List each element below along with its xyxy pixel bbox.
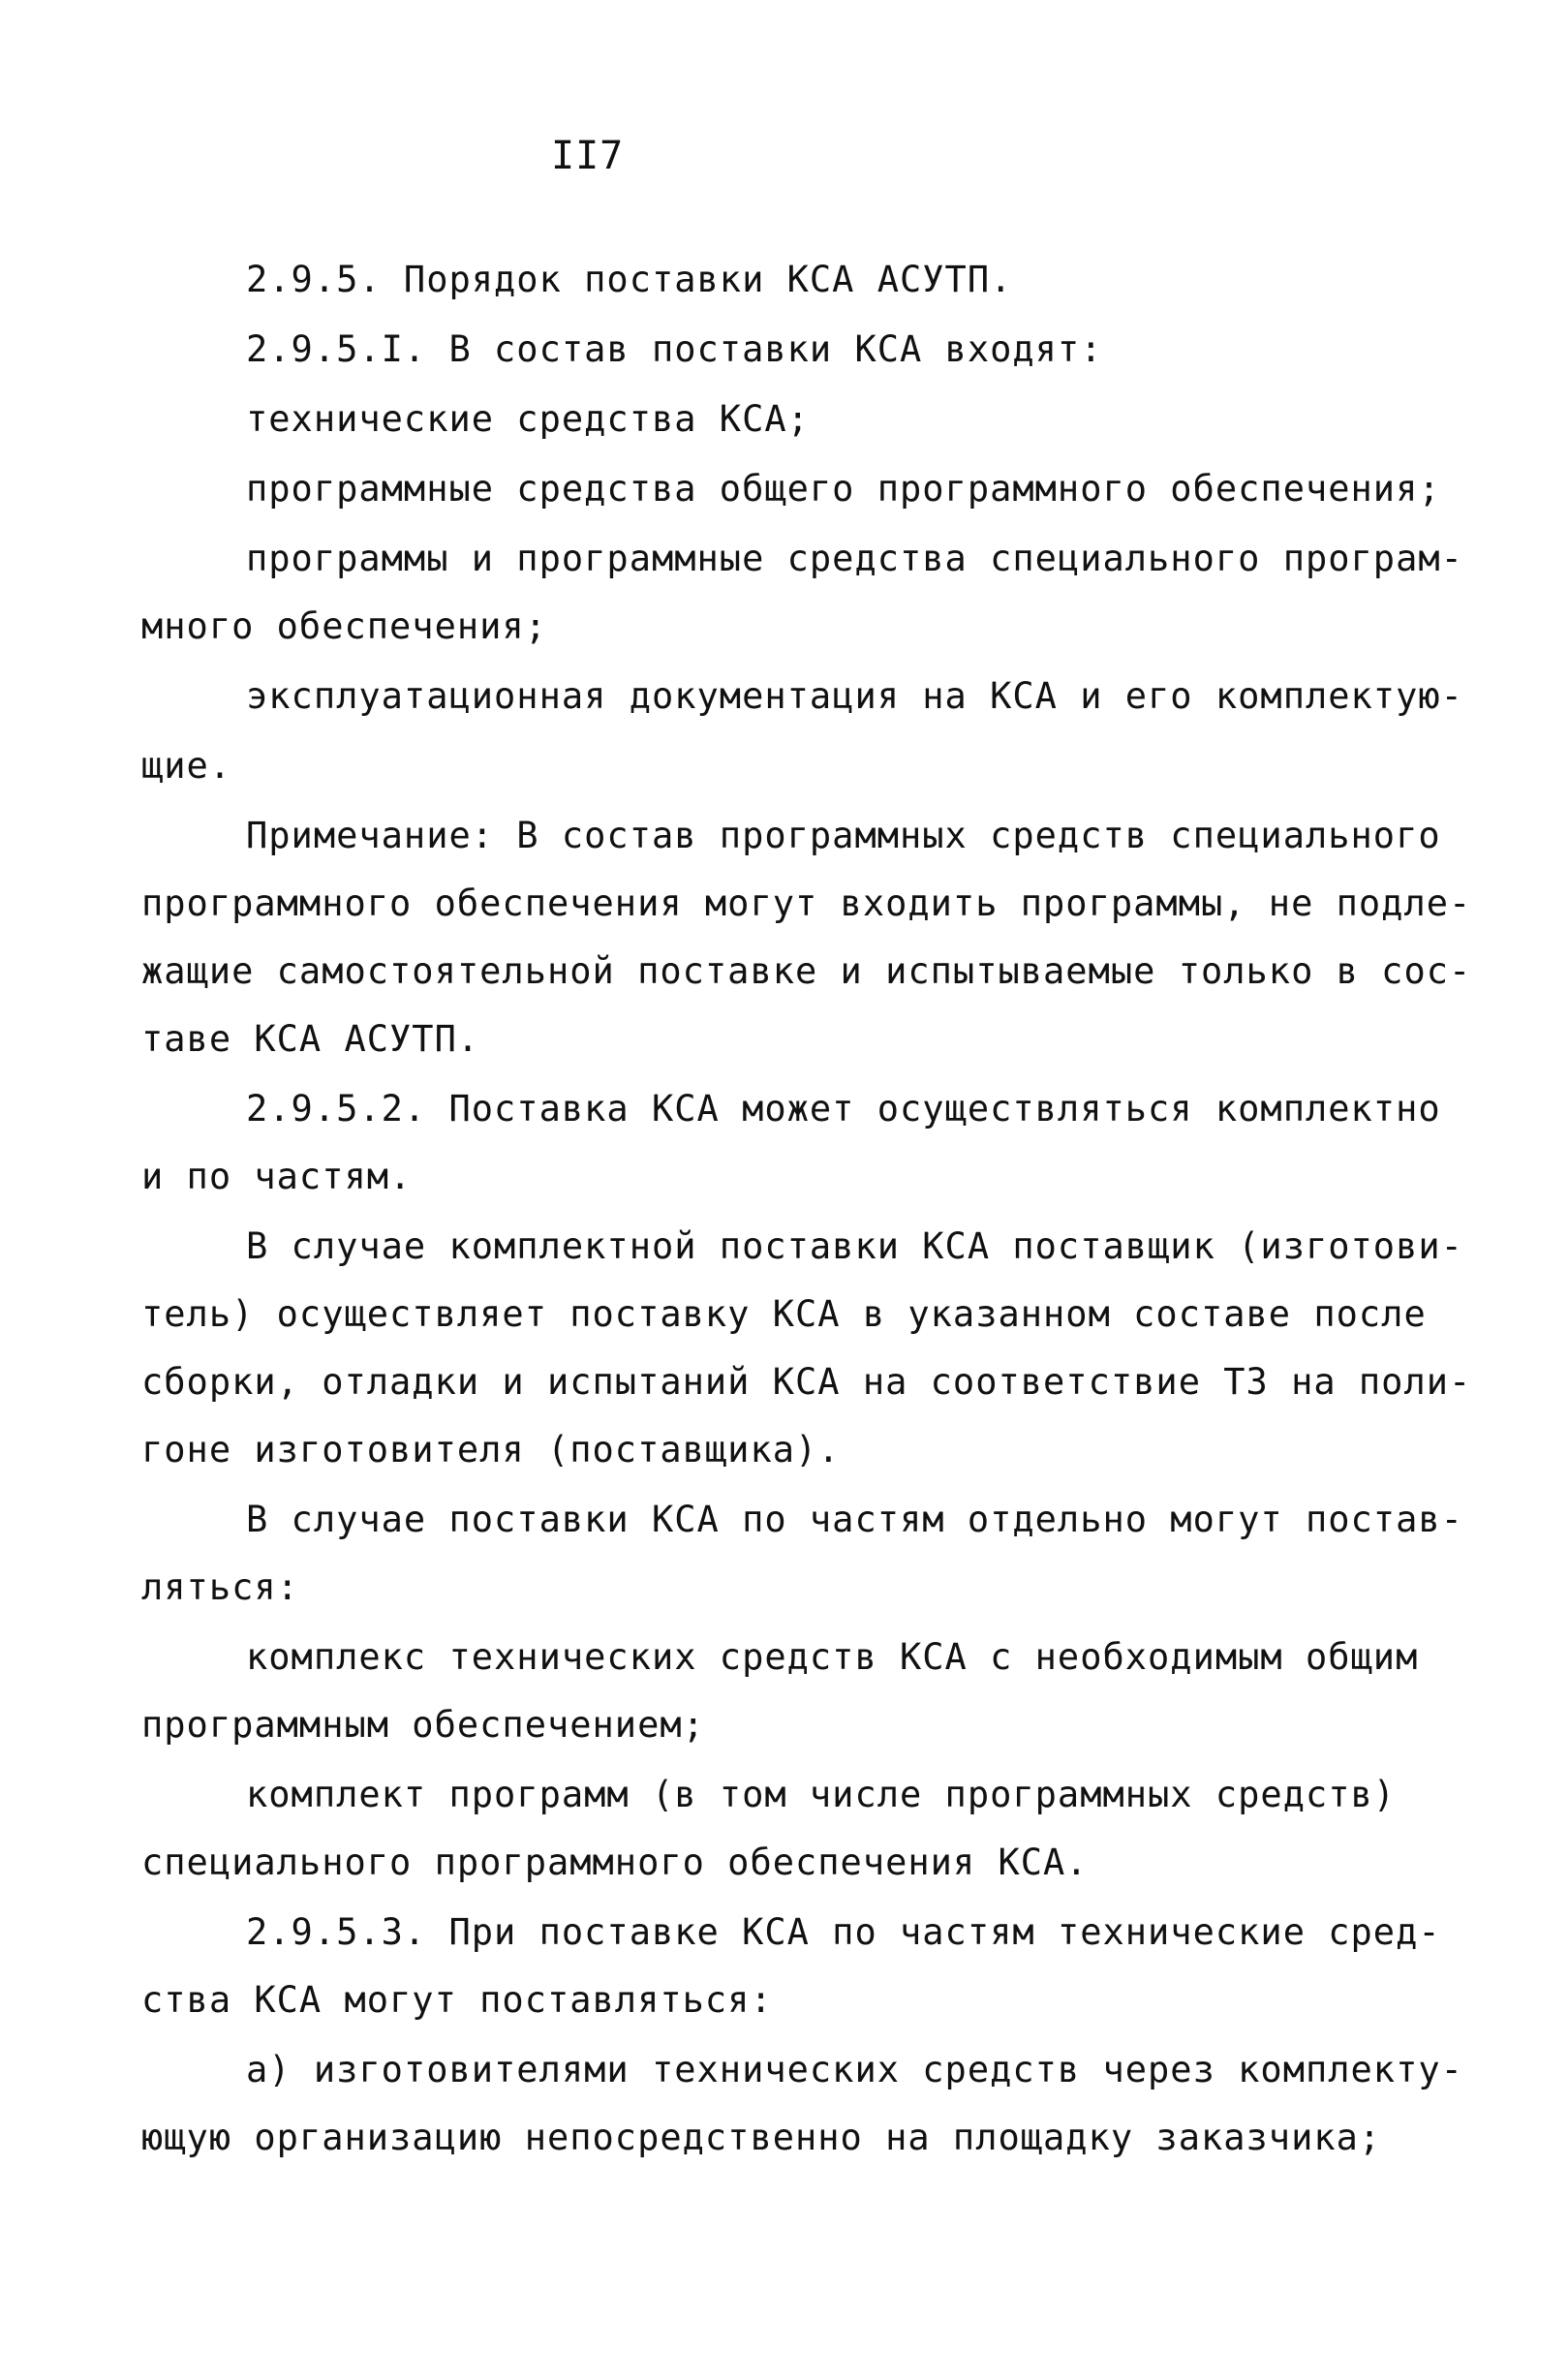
paragraph-line: тель) осуществляет поставку КСА в указанном составе после — [141, 1293, 1427, 1335]
list-item-cont: специального программного обеспечения КСА. — [141, 1842, 1089, 1883]
note-line: жащие самостоятельной поставке и испытываемые только в сос- — [141, 950, 1472, 992]
list-item: комплект программ (в том числе программных средств) — [246, 1774, 1397, 1815]
paragraph-line: ляться: — [141, 1566, 299, 1608]
note-line: Примечание: В состав программных средств специального — [246, 815, 1441, 856]
section-heading: 2.9.5. Порядок поставки КСА АСУТП. — [246, 259, 1013, 300]
paragraph-line: ства КСА могут поставляться: — [141, 1979, 773, 2021]
list-item-cont: много обеспечения; — [141, 605, 547, 647]
note-line: программного обеспечения могут входить программы, не подле- — [141, 882, 1472, 924]
paragraph-line: В случае поставки КСА по частям отдельно могут постав- — [246, 1499, 1463, 1540]
paragraph-line: В случае комплектной поставки КСА поставщик (изготови- — [246, 1225, 1463, 1267]
list-item-cont: программным обеспечением; — [141, 1704, 705, 1746]
paragraph-line: и по частям. — [141, 1156, 413, 1197]
paragraph-line: 2.9.5.I. В состав поставки КСА входят: — [246, 328, 1103, 370]
list-item: программы и программные средства специального програм- — [246, 538, 1463, 579]
paragraph-line: сборки, отладки и испытаний КСА на соответствие ТЗ на поли- — [141, 1361, 1472, 1403]
list-item: программные средства общего программного обеспечения; — [246, 468, 1441, 510]
note-line: таве КСА АСУТП. — [141, 1018, 480, 1060]
paragraph-line: гоне изготовителя (поставщика). — [141, 1429, 841, 1471]
paragraph-line: 2.9.5.3. При поставке КСА по частям технические сред- — [246, 1911, 1441, 1953]
list-item: комплекс технических средств КСА с необходимым общим — [246, 1636, 1419, 1678]
list-item: а) изготовителями технических средств через комплекту- — [246, 2049, 1463, 2090]
list-item: эксплуатационная документация на КСА и его комплектую- — [246, 675, 1463, 717]
list-item-cont: ющую организацию непосредственно на площадку заказчика; — [141, 2117, 1382, 2158]
paragraph-line: 2.9.5.2. Поставка КСА может осуществляться комплектно — [246, 1088, 1441, 1130]
page-number: II7 — [551, 134, 625, 178]
list-item: технические средства КСА; — [246, 398, 810, 440]
list-item-cont: щие. — [141, 745, 232, 787]
